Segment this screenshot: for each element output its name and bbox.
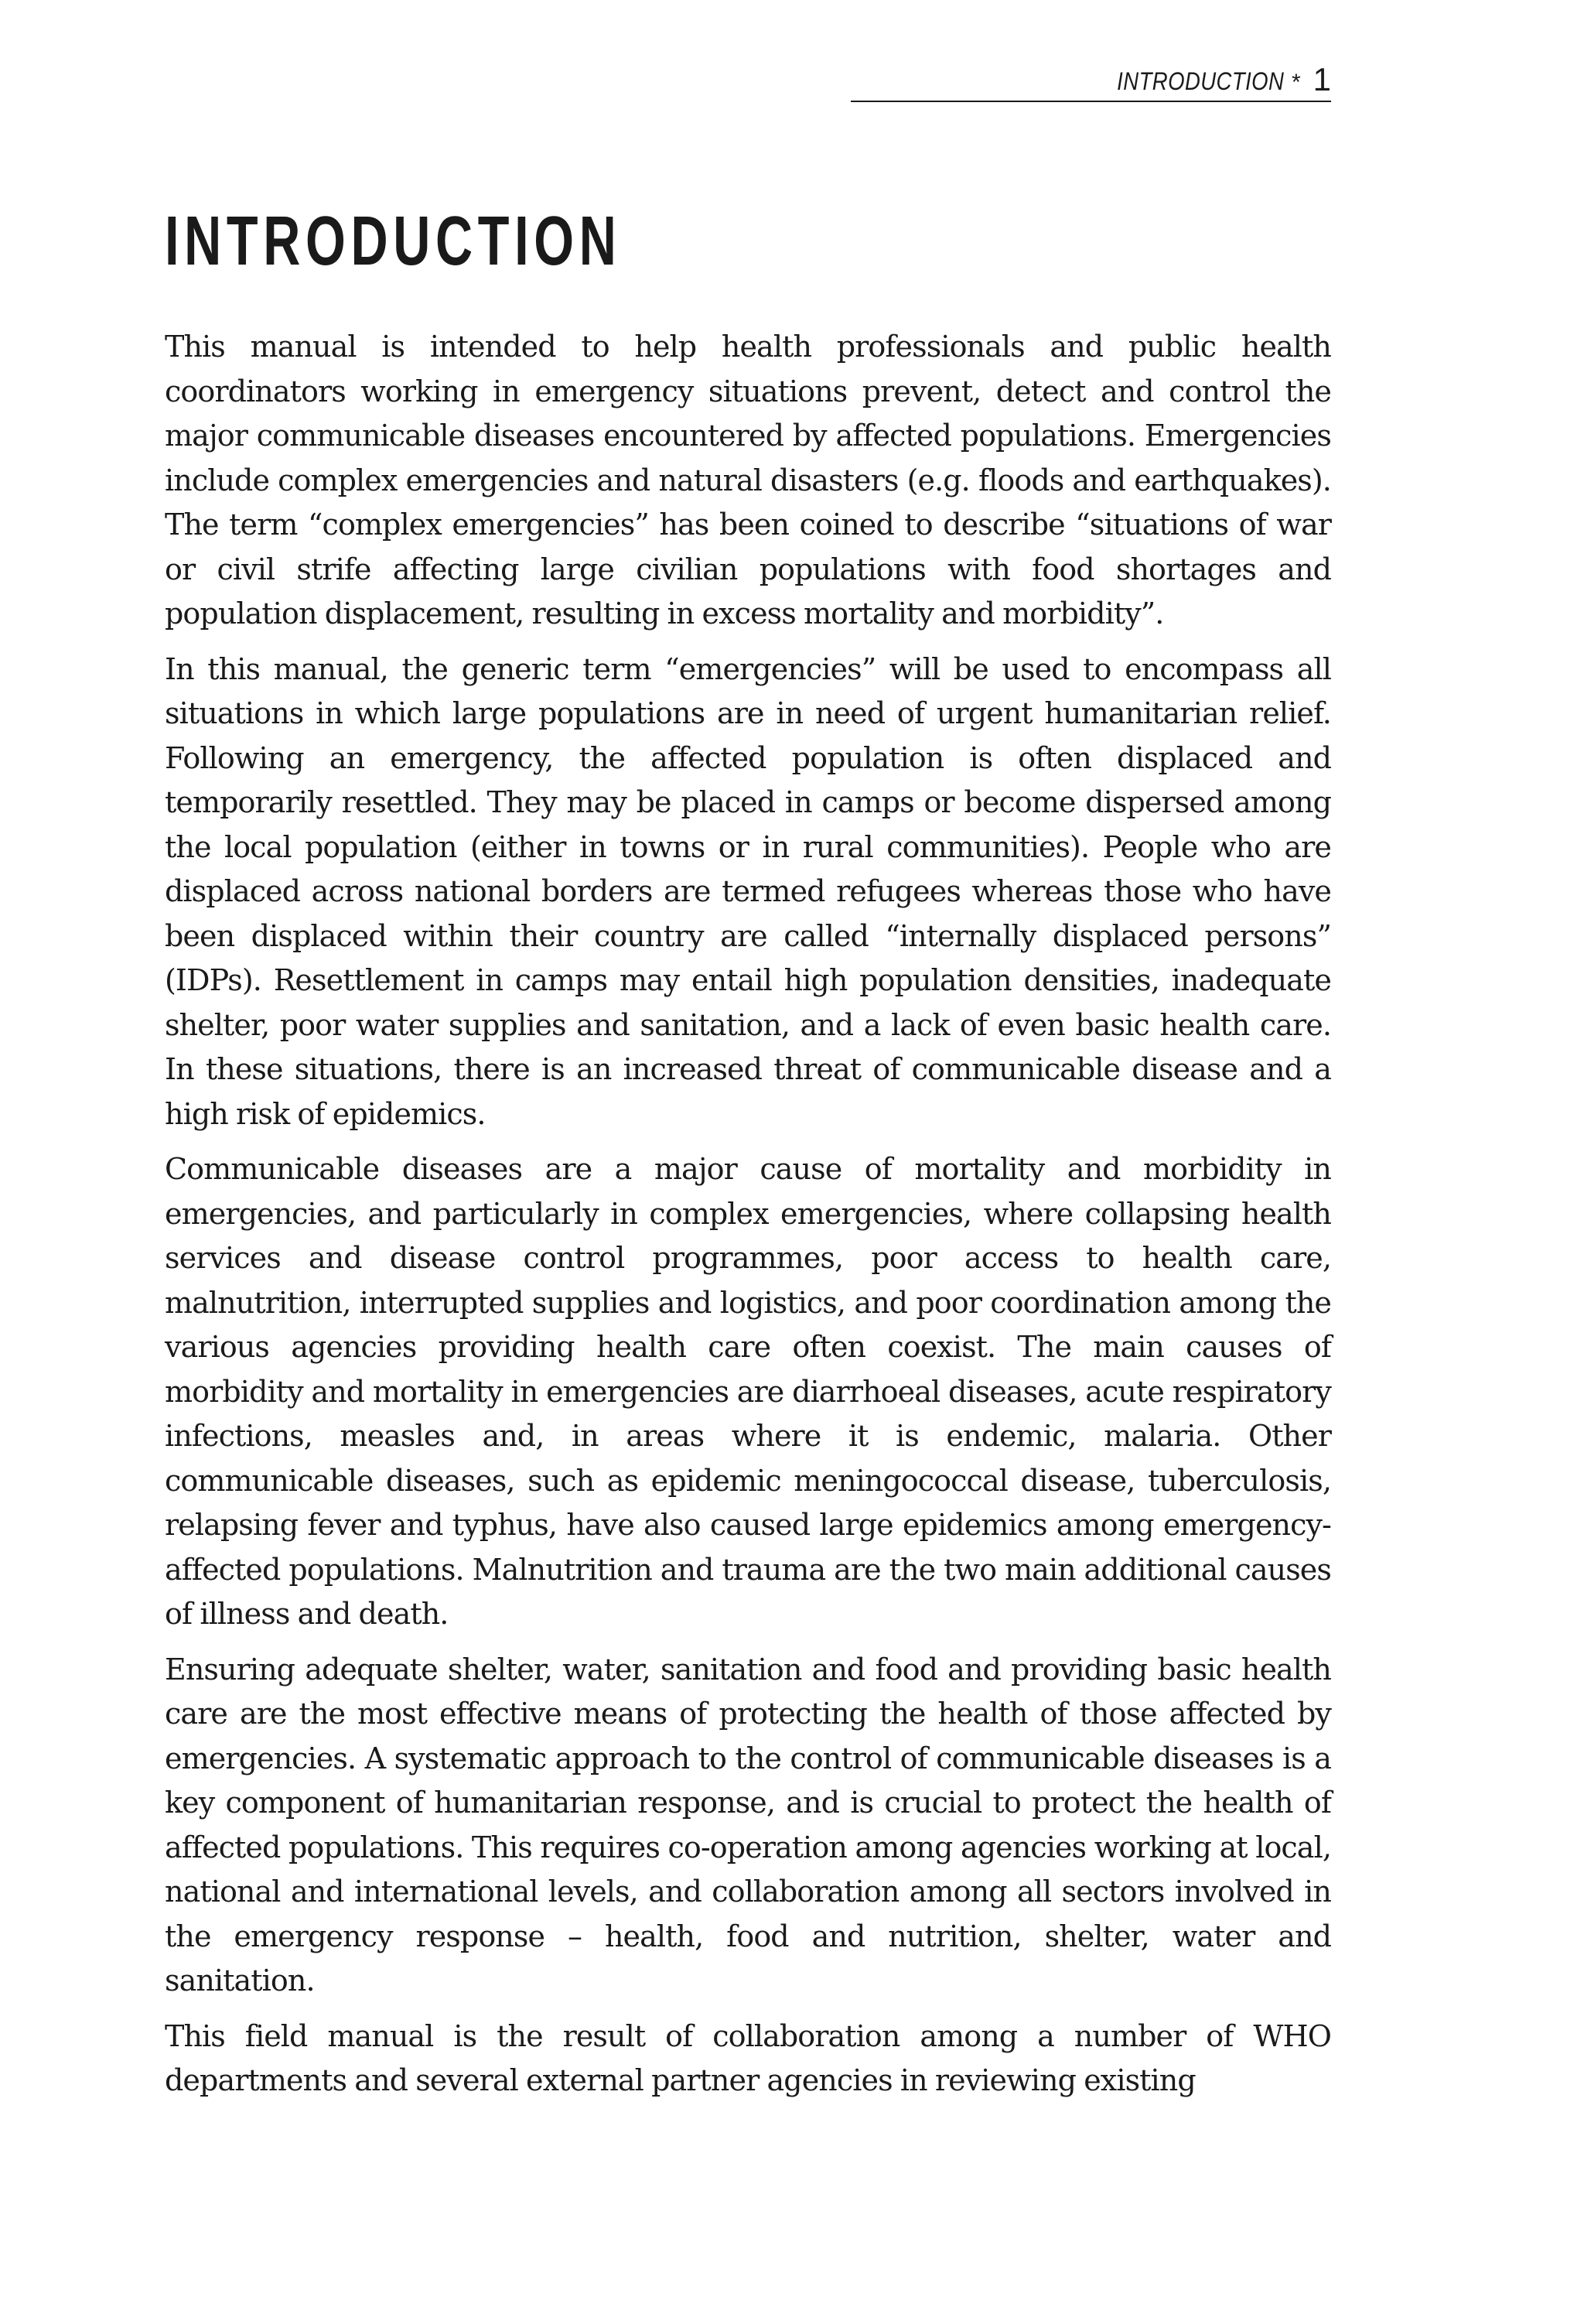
paragraph: This field manual is the result of collaboration among a number of WHO departments and several external partner agencies in reviewing existing: [165, 2018, 1331, 2097]
paragraph: Ensuring adequate shelter, water, sanitation and food and providing basic health care are the most effective means of protecting the health of those affected by emergencies. A systematic approach to the control of communicable diseases is a key component of humanitarian response, and is crucial to protect the health of affected populations. This requires co-operation among agencies working at local, national and international levels, and collaboration among all sectors involved in the emergency response – health, food and nutrition, shelter, water and sanitation.: [165, 1652, 1331, 1998]
asterisk-icon: *: [1291, 70, 1301, 95]
paragraph: In this manual, the generic term “emergencies” will be used to encompass all situations in which large populations are in need of urgent humanitarian relief. Following an emergency, the affected population is often displaced and temporarily resettled. They may be placed in camps or become dispersed among the local population (either in towns or in rural communities). People who are displaced across national borders are termed refugees whereas those who have been displaced within their country are called “internally displaced persons” (IDPs). Resettlement in camps may entail high population densities, inadequate shelter, poor water supplies and sanitation, and a lack of even basic health care. In these situations, there is an increased threat of communicable disease and a high risk of epidemics.: [165, 651, 1331, 1131]
running-header-title: INTRODUCTION: [1116, 67, 1284, 95]
paragraph: Communicable diseases are a major cause of mortality and morbidity in emergencies, and particularly in complex emergencies, where collapsing health services and disease control programmes, poor access to health care, malnutrition, interrupted supplies and logistics, and poor coordination among the various agencies providing health care often coexist. The main causes of morbidity and mortality in emergencies are diarrhoeal diseases, acute respiratory infections, measles and, in areas where it is endemic, malaria. Other communicable diseases, such as epidemic meningococcal disease, tuberculosis, relapsing fever and typhus, have also caused large epidemics among emergency-affected populations. Malnutrition and trauma are the two main additional causes of illness and death.: [165, 1152, 1331, 1631]
running-header: [851, 54, 1331, 102]
paragraph: This manual is intended to help health professionals and public health coordinators working in emergency situations prevent, detect and control the major communicable diseases encountered by affected populations. Emergencies include complex emergencies and natural disasters (e.g. floods and earthquakes). The term “complex emergencies” has been coined to describe “situations of war or civil strife affecting large civilian populations with food shortages and population displacement, resulting in excess mortality and morbidity”.: [165, 330, 1331, 631]
page-number: 1: [1313, 61, 1331, 97]
chapter-title: INTRODUCTION: [165, 203, 622, 280]
body-text: [165, 325, 1331, 2114]
